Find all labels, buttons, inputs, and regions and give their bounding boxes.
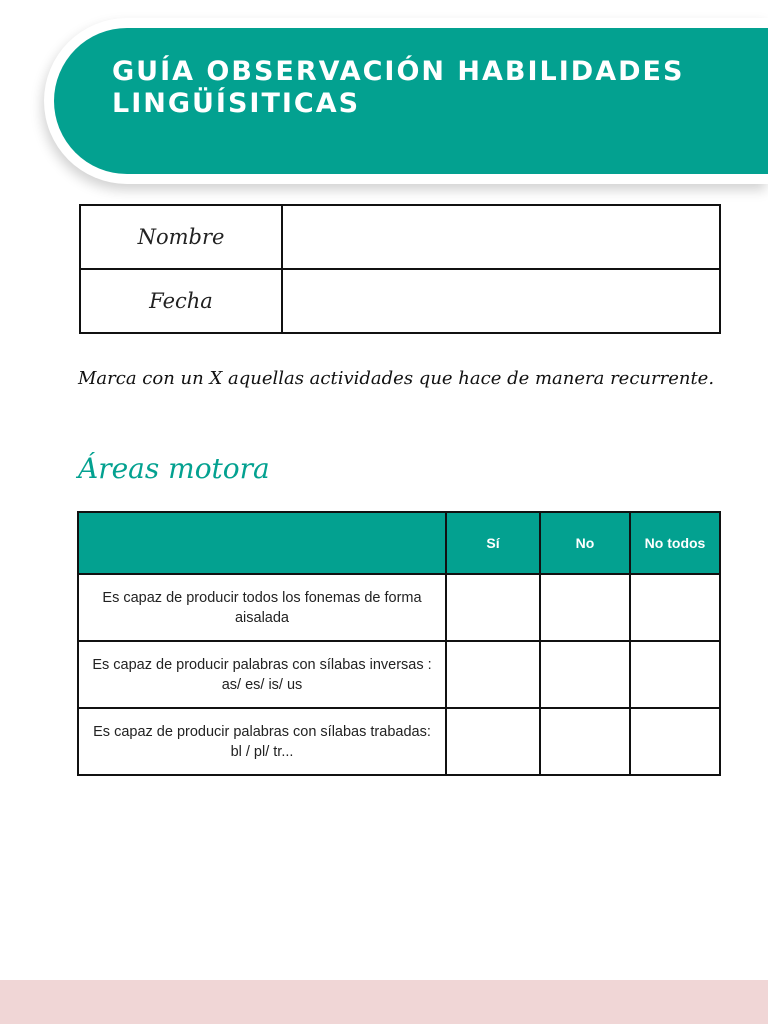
check-cell-no[interactable] — [540, 708, 630, 775]
check-cell-si[interactable] — [446, 708, 540, 775]
check-cell-si[interactable] — [446, 641, 540, 708]
check-cell-no[interactable] — [540, 641, 630, 708]
date-label: Fecha — [80, 269, 282, 333]
page-title-line-2: LINGÜÍSITICAS — [112, 88, 361, 119]
date-field[interactable] — [282, 269, 720, 333]
observation-checklist — [77, 511, 721, 776]
activity-item: Es capaz de producir palabras con sílabas trabadas: bl / pl/ tr... — [78, 708, 446, 775]
table-row — [78, 574, 720, 641]
name-row — [80, 205, 720, 269]
check-cell-no-todos[interactable] — [630, 574, 720, 641]
table-row — [78, 641, 720, 708]
check-cell-no-todos[interactable] — [630, 641, 720, 708]
column-header-item — [78, 512, 446, 574]
column-header-no-todos: No todos — [630, 512, 720, 574]
column-header-no: No — [540, 512, 630, 574]
table-row — [78, 708, 720, 775]
name-label: Nombre — [80, 205, 282, 269]
footer-band — [0, 980, 768, 1024]
check-cell-no[interactable] — [540, 574, 630, 641]
activity-item: Es capaz de producir todos los fonemas de forma aisalada — [78, 574, 446, 641]
section-title: Áreas motora — [78, 452, 270, 485]
page-title-line-1: GUÍA OBSERVACIÓN HABILIDADES — [112, 56, 685, 87]
check-cell-si[interactable] — [446, 574, 540, 641]
date-row — [80, 269, 720, 333]
student-info-table — [79, 204, 721, 334]
column-header-si: Sí — [446, 512, 540, 574]
activity-item: Es capaz de producir palabras con sílabas inversas : as/ es/ is/ us — [78, 641, 446, 708]
checklist-header-row — [78, 512, 720, 574]
check-cell-no-todos[interactable] — [630, 708, 720, 775]
name-field[interactable] — [282, 205, 720, 269]
instruction-text: Marca con un X aquellas actividades que hace de manera recurrente. — [78, 368, 715, 389]
page-title — [112, 56, 732, 120]
